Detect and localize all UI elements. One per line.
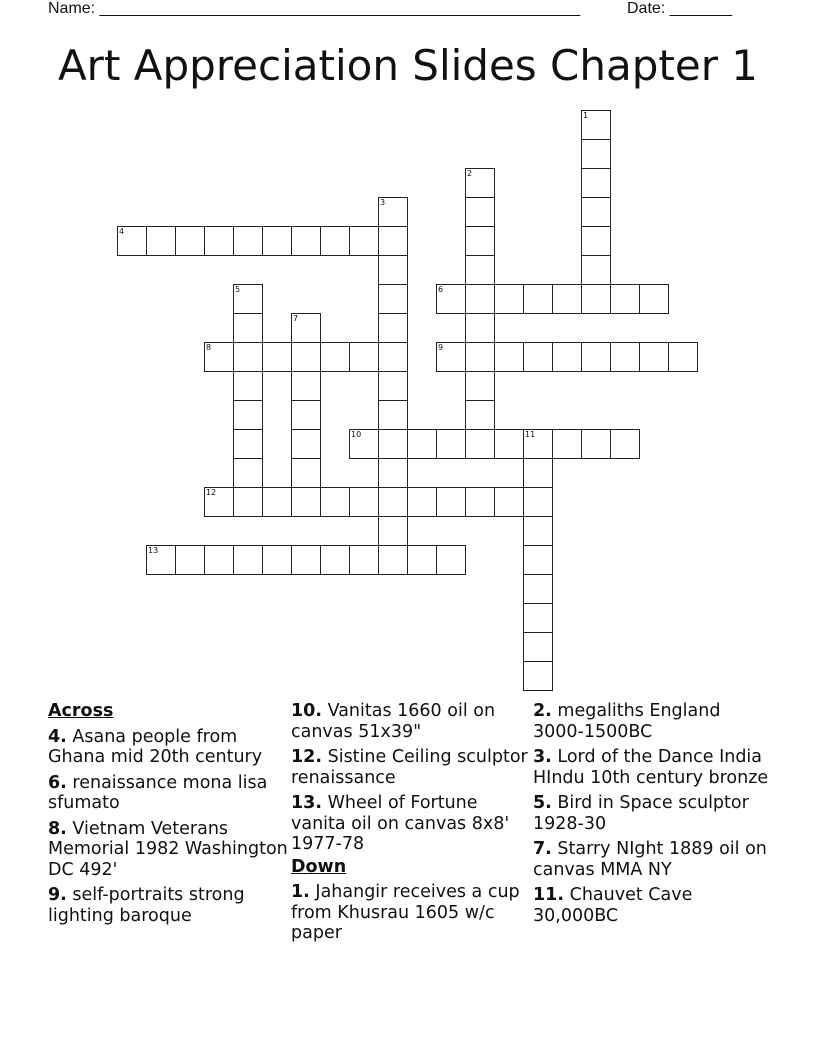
grid-cell[interactable] xyxy=(581,110,611,140)
grid-cell[interactable] xyxy=(204,545,234,575)
grid-cell[interactable] xyxy=(552,284,582,314)
grid-cell[interactable] xyxy=(175,226,205,256)
grid-cell[interactable] xyxy=(233,313,263,343)
grid-cell[interactable] xyxy=(523,458,553,488)
grid-cell[interactable] xyxy=(581,342,611,372)
grid-cell[interactable] xyxy=(639,342,669,372)
date-field[interactable]: Date: _______ xyxy=(627,0,732,17)
grid-cell[interactable] xyxy=(291,313,321,343)
clue-number: 6 xyxy=(438,285,444,294)
clue-number: 7 xyxy=(293,314,299,323)
clue-number: 4 xyxy=(119,227,125,236)
grid-cell[interactable] xyxy=(378,342,408,372)
grid-cell[interactable] xyxy=(233,342,263,372)
grid-cell[interactable] xyxy=(378,487,408,517)
grid-cell[interactable] xyxy=(291,458,321,488)
clue-number: 8 xyxy=(206,343,212,352)
grid-cell[interactable] xyxy=(610,429,640,459)
grid-cell[interactable] xyxy=(465,487,495,517)
clue-across-9: 9. self-portraits strong lighting baroque xyxy=(48,885,245,926)
grid-cell[interactable] xyxy=(407,429,437,459)
grid-cell[interactable] xyxy=(378,255,408,285)
clue-across-12: 12. Sistine Ceiling sculptor renaissance xyxy=(291,747,528,788)
grid-cell[interactable] xyxy=(349,545,379,575)
grid-cell[interactable] xyxy=(204,226,234,256)
grid-cell[interactable] xyxy=(552,429,582,459)
grid-cell[interactable] xyxy=(262,226,292,256)
grid-cell[interactable] xyxy=(378,545,408,575)
clue-number: 2 xyxy=(467,169,473,178)
page-title: Art Appreciation Slides Chapter 1 xyxy=(57,41,759,90)
grid-cell[interactable] xyxy=(436,284,466,314)
grid-cell[interactable] xyxy=(465,371,495,401)
grid-cell[interactable] xyxy=(233,545,263,575)
grid-cell[interactable] xyxy=(581,284,611,314)
grid-cell[interactable] xyxy=(291,429,321,459)
grid-cell[interactable] xyxy=(581,226,611,256)
grid-cell[interactable] xyxy=(233,400,263,430)
grid-cell[interactable] xyxy=(523,342,553,372)
grid-cell[interactable] xyxy=(465,313,495,343)
grid-cell[interactable] xyxy=(581,139,611,169)
grid-cell[interactable] xyxy=(552,342,582,372)
grid-cell[interactable] xyxy=(349,226,379,256)
grid-cell[interactable] xyxy=(349,487,379,517)
grid-cell[interactable] xyxy=(291,342,321,372)
grid-cell[interactable] xyxy=(494,487,524,517)
grid-cell[interactable] xyxy=(523,429,553,459)
grid-cell[interactable] xyxy=(523,545,553,575)
grid-cell[interactable] xyxy=(436,429,466,459)
grid-cell[interactable] xyxy=(262,487,292,517)
grid-cell[interactable] xyxy=(494,284,524,314)
clue-across-13: 13. Wheel of Fortune vanita oil on canvas 8x8' 1977-78 xyxy=(291,793,510,854)
grid-cell[interactable] xyxy=(291,487,321,517)
grid-cell[interactable] xyxy=(581,429,611,459)
grid-cell[interactable] xyxy=(175,545,205,575)
grid-cell[interactable] xyxy=(407,545,437,575)
grid-cell[interactable] xyxy=(378,197,408,227)
grid-cell[interactable] xyxy=(465,255,495,285)
clues-column-3 xyxy=(533,701,773,931)
grid-cell[interactable] xyxy=(320,545,350,575)
across-heading: Across xyxy=(48,701,114,721)
clue-number: 9 xyxy=(438,343,444,352)
name-field[interactable]: Name: ______________________________________________________ xyxy=(48,0,581,17)
grid-cell[interactable] xyxy=(146,226,176,256)
clue-number: 3 xyxy=(380,198,386,207)
clue-number: 11 xyxy=(525,430,536,439)
grid-cell[interactable] xyxy=(378,458,408,488)
clue-number: 10 xyxy=(351,430,362,439)
clue-number: 1 xyxy=(583,111,589,120)
clue-across-10: 10. Vanitas 1660 oil on canvas 51x39" xyxy=(291,701,496,742)
clue-down-1: 1. Jahangir receives a cup from Khusrau 1605 w/c paper xyxy=(291,882,520,943)
grid-cell[interactable] xyxy=(349,342,379,372)
grid-cell[interactable] xyxy=(320,342,350,372)
grid-cell[interactable] xyxy=(233,487,263,517)
grid-cell[interactable] xyxy=(378,371,408,401)
grid-cell[interactable] xyxy=(320,487,350,517)
clue-down-2: 2. megaliths England 3000-1500BC xyxy=(533,701,721,742)
grid-cell[interactable] xyxy=(581,255,611,285)
clue-number: 5 xyxy=(235,285,241,294)
grid-cell[interactable] xyxy=(378,400,408,430)
grid-cell[interactable] xyxy=(262,342,292,372)
grid-cell[interactable] xyxy=(610,342,640,372)
grid-cell[interactable] xyxy=(349,429,379,459)
clue-across-8: 8. Vietnam Veterans Memorial 1982 Washington DC 492' xyxy=(48,818,288,880)
grid-cell[interactable] xyxy=(204,487,234,517)
grid-cell[interactable] xyxy=(523,284,553,314)
grid-cell[interactable] xyxy=(581,168,611,198)
grid-cell[interactable] xyxy=(291,400,321,430)
grid-cell[interactable] xyxy=(639,284,669,314)
grid-cell[interactable] xyxy=(233,458,263,488)
clue-across-6: 6. renaissance mona lisa sfumato xyxy=(48,772,268,813)
grid-cell[interactable] xyxy=(523,487,553,517)
clue-number: 12 xyxy=(206,488,217,497)
grid-cell[interactable] xyxy=(436,545,466,575)
grid-cell[interactable] xyxy=(146,545,176,575)
grid-cell[interactable] xyxy=(523,574,553,604)
clue-number: 13 xyxy=(148,546,159,555)
grid-cell[interactable] xyxy=(523,661,553,691)
clue-down-11: 11. Chauvet Cave 30,000BC xyxy=(533,885,693,926)
grid-cell[interactable] xyxy=(378,429,408,459)
grid-cell[interactable] xyxy=(523,516,553,546)
grid-cell[interactable] xyxy=(117,226,147,256)
grid-cell[interactable] xyxy=(233,429,263,459)
grid-cell[interactable] xyxy=(465,342,495,372)
clue-down-5: 5. Bird in Space sculptor 1928-30 xyxy=(533,793,749,834)
grid-cell[interactable] xyxy=(262,545,292,575)
grid-cell[interactable] xyxy=(378,226,408,256)
grid-cell[interactable] xyxy=(291,226,321,256)
clues-column-2 xyxy=(291,701,531,949)
clues-column-1 xyxy=(48,701,288,931)
clue-down-7: 7. Starry NIght 1889 oil on canvas MMA NY xyxy=(533,839,767,880)
grid-cell[interactable] xyxy=(465,226,495,256)
grid-cell[interactable] xyxy=(494,429,524,459)
grid-cell[interactable] xyxy=(465,429,495,459)
grid-cell[interactable] xyxy=(233,226,263,256)
clue-across-4: 4. Asana people from Ghana mid 20th century xyxy=(48,726,263,767)
grid-cell[interactable] xyxy=(436,342,466,372)
grid-cell[interactable] xyxy=(436,487,466,517)
grid-cell[interactable] xyxy=(378,516,408,546)
grid-cell[interactable] xyxy=(233,284,263,314)
clue-down-3: 3. Lord of the Dance India HIndu 10th century bronze xyxy=(533,747,769,788)
grid-cell[interactable] xyxy=(320,226,350,256)
grid-cell[interactable] xyxy=(465,197,495,227)
grid-cell[interactable] xyxy=(407,487,437,517)
grid-cell[interactable] xyxy=(233,371,263,401)
grid-cell[interactable] xyxy=(494,342,524,372)
grid-cell[interactable] xyxy=(465,168,495,198)
down-heading: Down xyxy=(291,856,347,877)
grid-cell[interactable] xyxy=(378,284,408,314)
grid-cell[interactable] xyxy=(291,371,321,401)
grid-cell[interactable] xyxy=(523,632,553,662)
grid-cell[interactable] xyxy=(291,545,321,575)
grid-cell[interactable] xyxy=(465,400,495,430)
grid-cell[interactable] xyxy=(581,197,611,227)
grid-cell[interactable] xyxy=(465,284,495,314)
grid-cell[interactable] xyxy=(523,603,553,633)
grid-cell[interactable] xyxy=(668,342,698,372)
grid-cell[interactable] xyxy=(204,342,234,372)
grid-cell[interactable] xyxy=(610,284,640,314)
grid-cell[interactable] xyxy=(378,313,408,343)
